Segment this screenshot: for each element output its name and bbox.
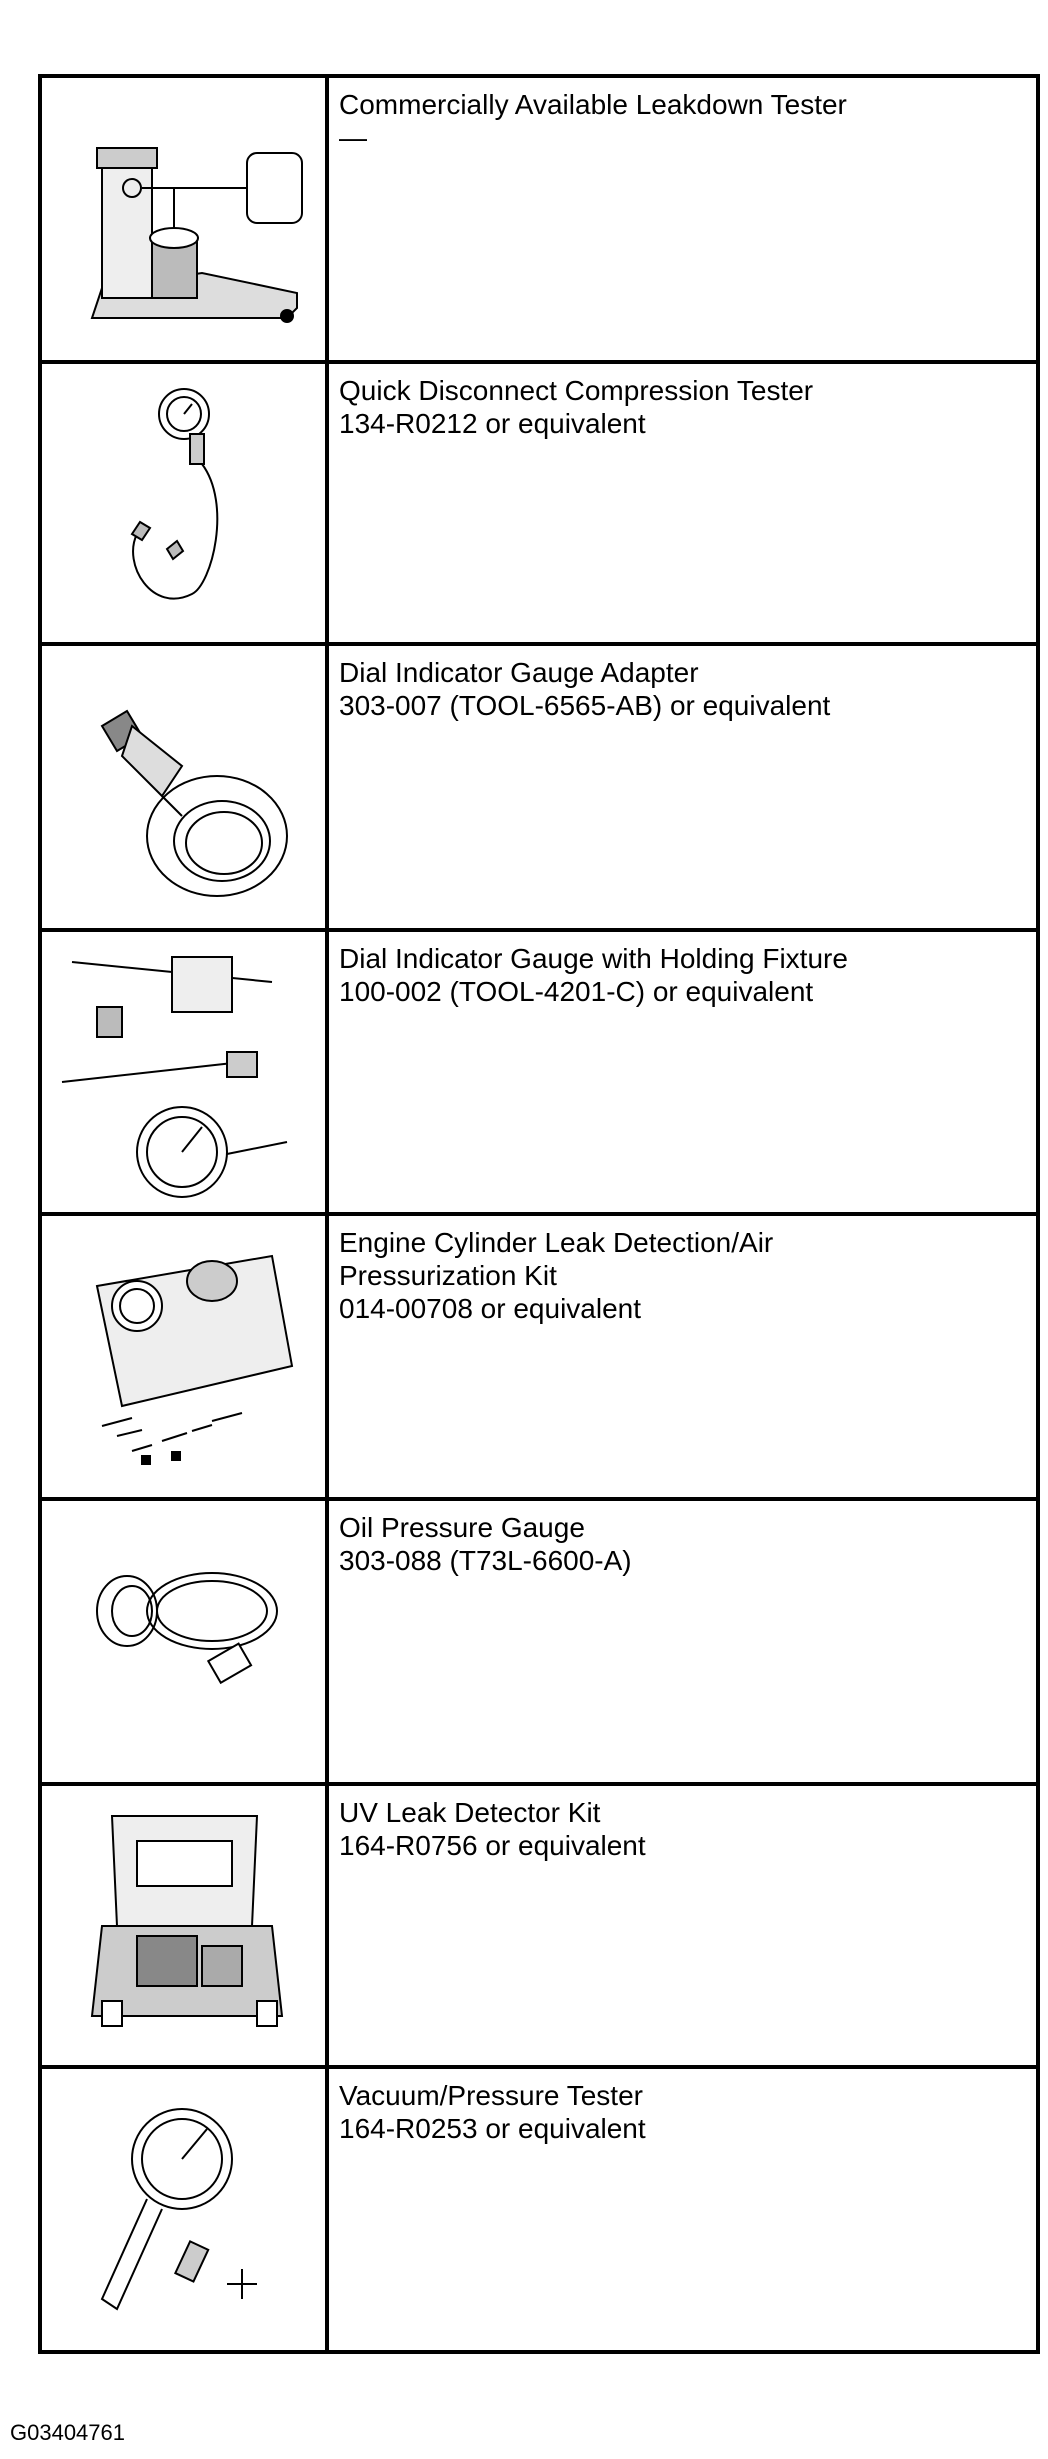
tool-row xyxy=(40,1784,1038,2067)
tool-image-cell xyxy=(40,362,327,644)
tool-name: Engine Cylinder Leak Detection/Air Pressurization Kit xyxy=(339,1227,774,1291)
tool-text-cell xyxy=(327,1784,1038,2067)
tool-image-cell xyxy=(40,644,327,930)
vacuum-tester-icon xyxy=(42,2069,325,2350)
tool-part-number: 303-007 (TOOL-6565-AB) or equivalent xyxy=(339,690,831,721)
tool-row xyxy=(40,1499,1038,1784)
tool-image-cell xyxy=(40,2067,327,2352)
tool-text-cell xyxy=(327,930,1038,1214)
tool-text-cell xyxy=(327,1214,1038,1499)
tool-row xyxy=(40,2067,1038,2352)
dial-indicator-icon xyxy=(42,932,325,1212)
figure-id: G03404761 xyxy=(10,2420,125,2445)
special-tools-table xyxy=(38,74,1040,2354)
tool-row xyxy=(40,1214,1038,1499)
tool-image-cell xyxy=(40,76,327,362)
tool-name: Dial Indicator Gauge with Holding Fixture xyxy=(339,943,848,974)
tool-part-number: 134-R0212 or equivalent xyxy=(339,408,646,439)
tool-row xyxy=(40,930,1038,1214)
leak-detection-kit-icon xyxy=(42,1216,325,1497)
tool-name: Vacuum/Pressure Tester xyxy=(339,2080,643,2111)
tool-text-cell xyxy=(327,1499,1038,1784)
oil-pressure-gauge-icon xyxy=(42,1501,325,1782)
tool-name: Dial Indicator Gauge Adapter xyxy=(339,657,699,688)
tool-part-number: 100-002 (TOOL-4201-C) or equivalent xyxy=(339,976,814,1007)
tool-name: Quick Disconnect Compression Tester xyxy=(339,375,814,406)
tool-name: UV Leak Detector Kit xyxy=(339,1797,601,1828)
tool-image-cell xyxy=(40,1784,327,2067)
tool-text-cell xyxy=(327,362,1038,644)
tool-image-cell xyxy=(40,1214,327,1499)
tool-row xyxy=(40,362,1038,644)
uv-leak-detector-icon xyxy=(42,1786,325,2065)
tool-text-cell xyxy=(327,76,1038,362)
tool-part-number: — xyxy=(339,122,367,153)
compression-tester-icon xyxy=(42,364,325,642)
tool-row xyxy=(40,76,1038,362)
tool-image-cell xyxy=(40,930,327,1214)
tool-part-number: 164-R0756 or equivalent xyxy=(339,1830,646,1861)
tool-part-number: 014-00708 or equivalent xyxy=(339,1293,642,1324)
tool-row xyxy=(40,644,1038,930)
tool-text-cell xyxy=(327,644,1038,930)
tool-image-cell xyxy=(40,1499,327,1784)
tool-name: Commercially Available Leakdown Tester xyxy=(339,89,847,120)
tool-part-number: 303-088 (T73L-6600-A) xyxy=(339,1545,632,1576)
gauge-adapter-icon xyxy=(42,646,325,928)
tool-part-number: 164-R0253 or equivalent xyxy=(339,2113,646,2144)
tool-text-cell xyxy=(327,2067,1038,2352)
leakdown-tester-icon xyxy=(42,78,325,360)
tool-name: Oil Pressure Gauge xyxy=(339,1512,585,1543)
